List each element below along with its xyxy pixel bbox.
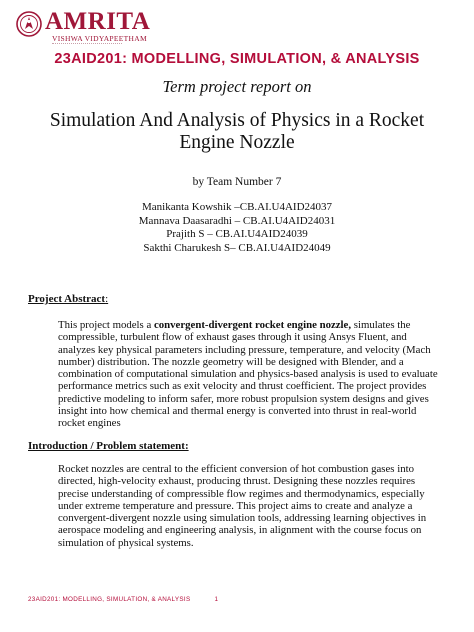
footer-course-title: 23AID201: MODELLING, SIMULATION, & ANALYSIS <box>28 596 191 603</box>
page-number: 1 <box>214 596 219 603</box>
introduction-heading: Introduction / Problem statement: <box>28 440 189 452</box>
logo-wordmark: AMRITA <box>45 8 151 35</box>
logo-underline <box>52 43 122 46</box>
team-member: Sakthi Charukesh S– CB.AI.U4AID24049 <box>143 241 331 254</box>
course-title: 23AID201: MODELLING, SIMULATION, & ANALYSIS <box>54 51 420 67</box>
team-member: Mannava Daasaradhi – CB.AI.U4AID24031 <box>138 214 336 227</box>
team-member: Manikanta Kowshik –CB.AI.U4AID24037 <box>141 201 333 213</box>
logo-tagline: VISHWA VIDYAPEETHAM <box>52 34 147 43</box>
abstract-heading-colon: : <box>105 293 109 305</box>
team-members <box>0 201 474 255</box>
abstract-heading <box>28 293 108 305</box>
report-title-line-1: Simulation And Analysis of Physics in a Rocket <box>49 110 425 131</box>
amrita-logo <box>16 8 151 49</box>
report-title <box>0 110 474 154</box>
abstract-paragraph <box>58 319 446 430</box>
introduction-paragraph: Rocket nozzles are central to the efficient conversion of hot combustion gases into directed, high-velocity exhaust, producing thrust. Designing these nozzles requires precise understanding of compressible flow regimes and thermodynamics, especially under extreme temperature and pressure. This project aims to create and analyze a convergent-divergent nozzle using simulation tools, addressing learning objectives in aerospace modeling and engineering analysis, in alignment with the course focus on simulation of physical systems. <box>58 463 427 549</box>
page-footer <box>28 596 218 603</box>
abstract-text-rest: simulates the compressible, turbulent flow of exhaust gases through it using Ansys Fluent, and analyzes key physical parameters including pressure, temperature, and velocity (Mach number) distribution. The nozzle geometry will be designed with Blender, and a combination of computational simulation and physics-based analysis is used to evaluate performance metrics such as exit velocity and thrust coefficient. The project provides predictive modeling to inform safer, more robust propulsion system designs and gives insight into how chemical and thermal energy is converted into thrust in real-world rocket engines <box>58 319 438 430</box>
report-subtitle: Term project report on <box>162 77 312 96</box>
abstract-heading-text: Project Abstract <box>28 293 106 305</box>
amrita-emblem-icon <box>16 11 42 37</box>
abstract-bold-phrase: convergent-divergent rocket engine nozzle, <box>153 319 352 331</box>
report-title-line-2: Engine Nozzle <box>179 132 295 153</box>
team-member: Prajith S – CB.AI.U4AID24039 <box>166 228 308 240</box>
team-line: by Team Number 7 <box>192 176 282 188</box>
abstract-text-start: This project models a <box>58 319 154 331</box>
